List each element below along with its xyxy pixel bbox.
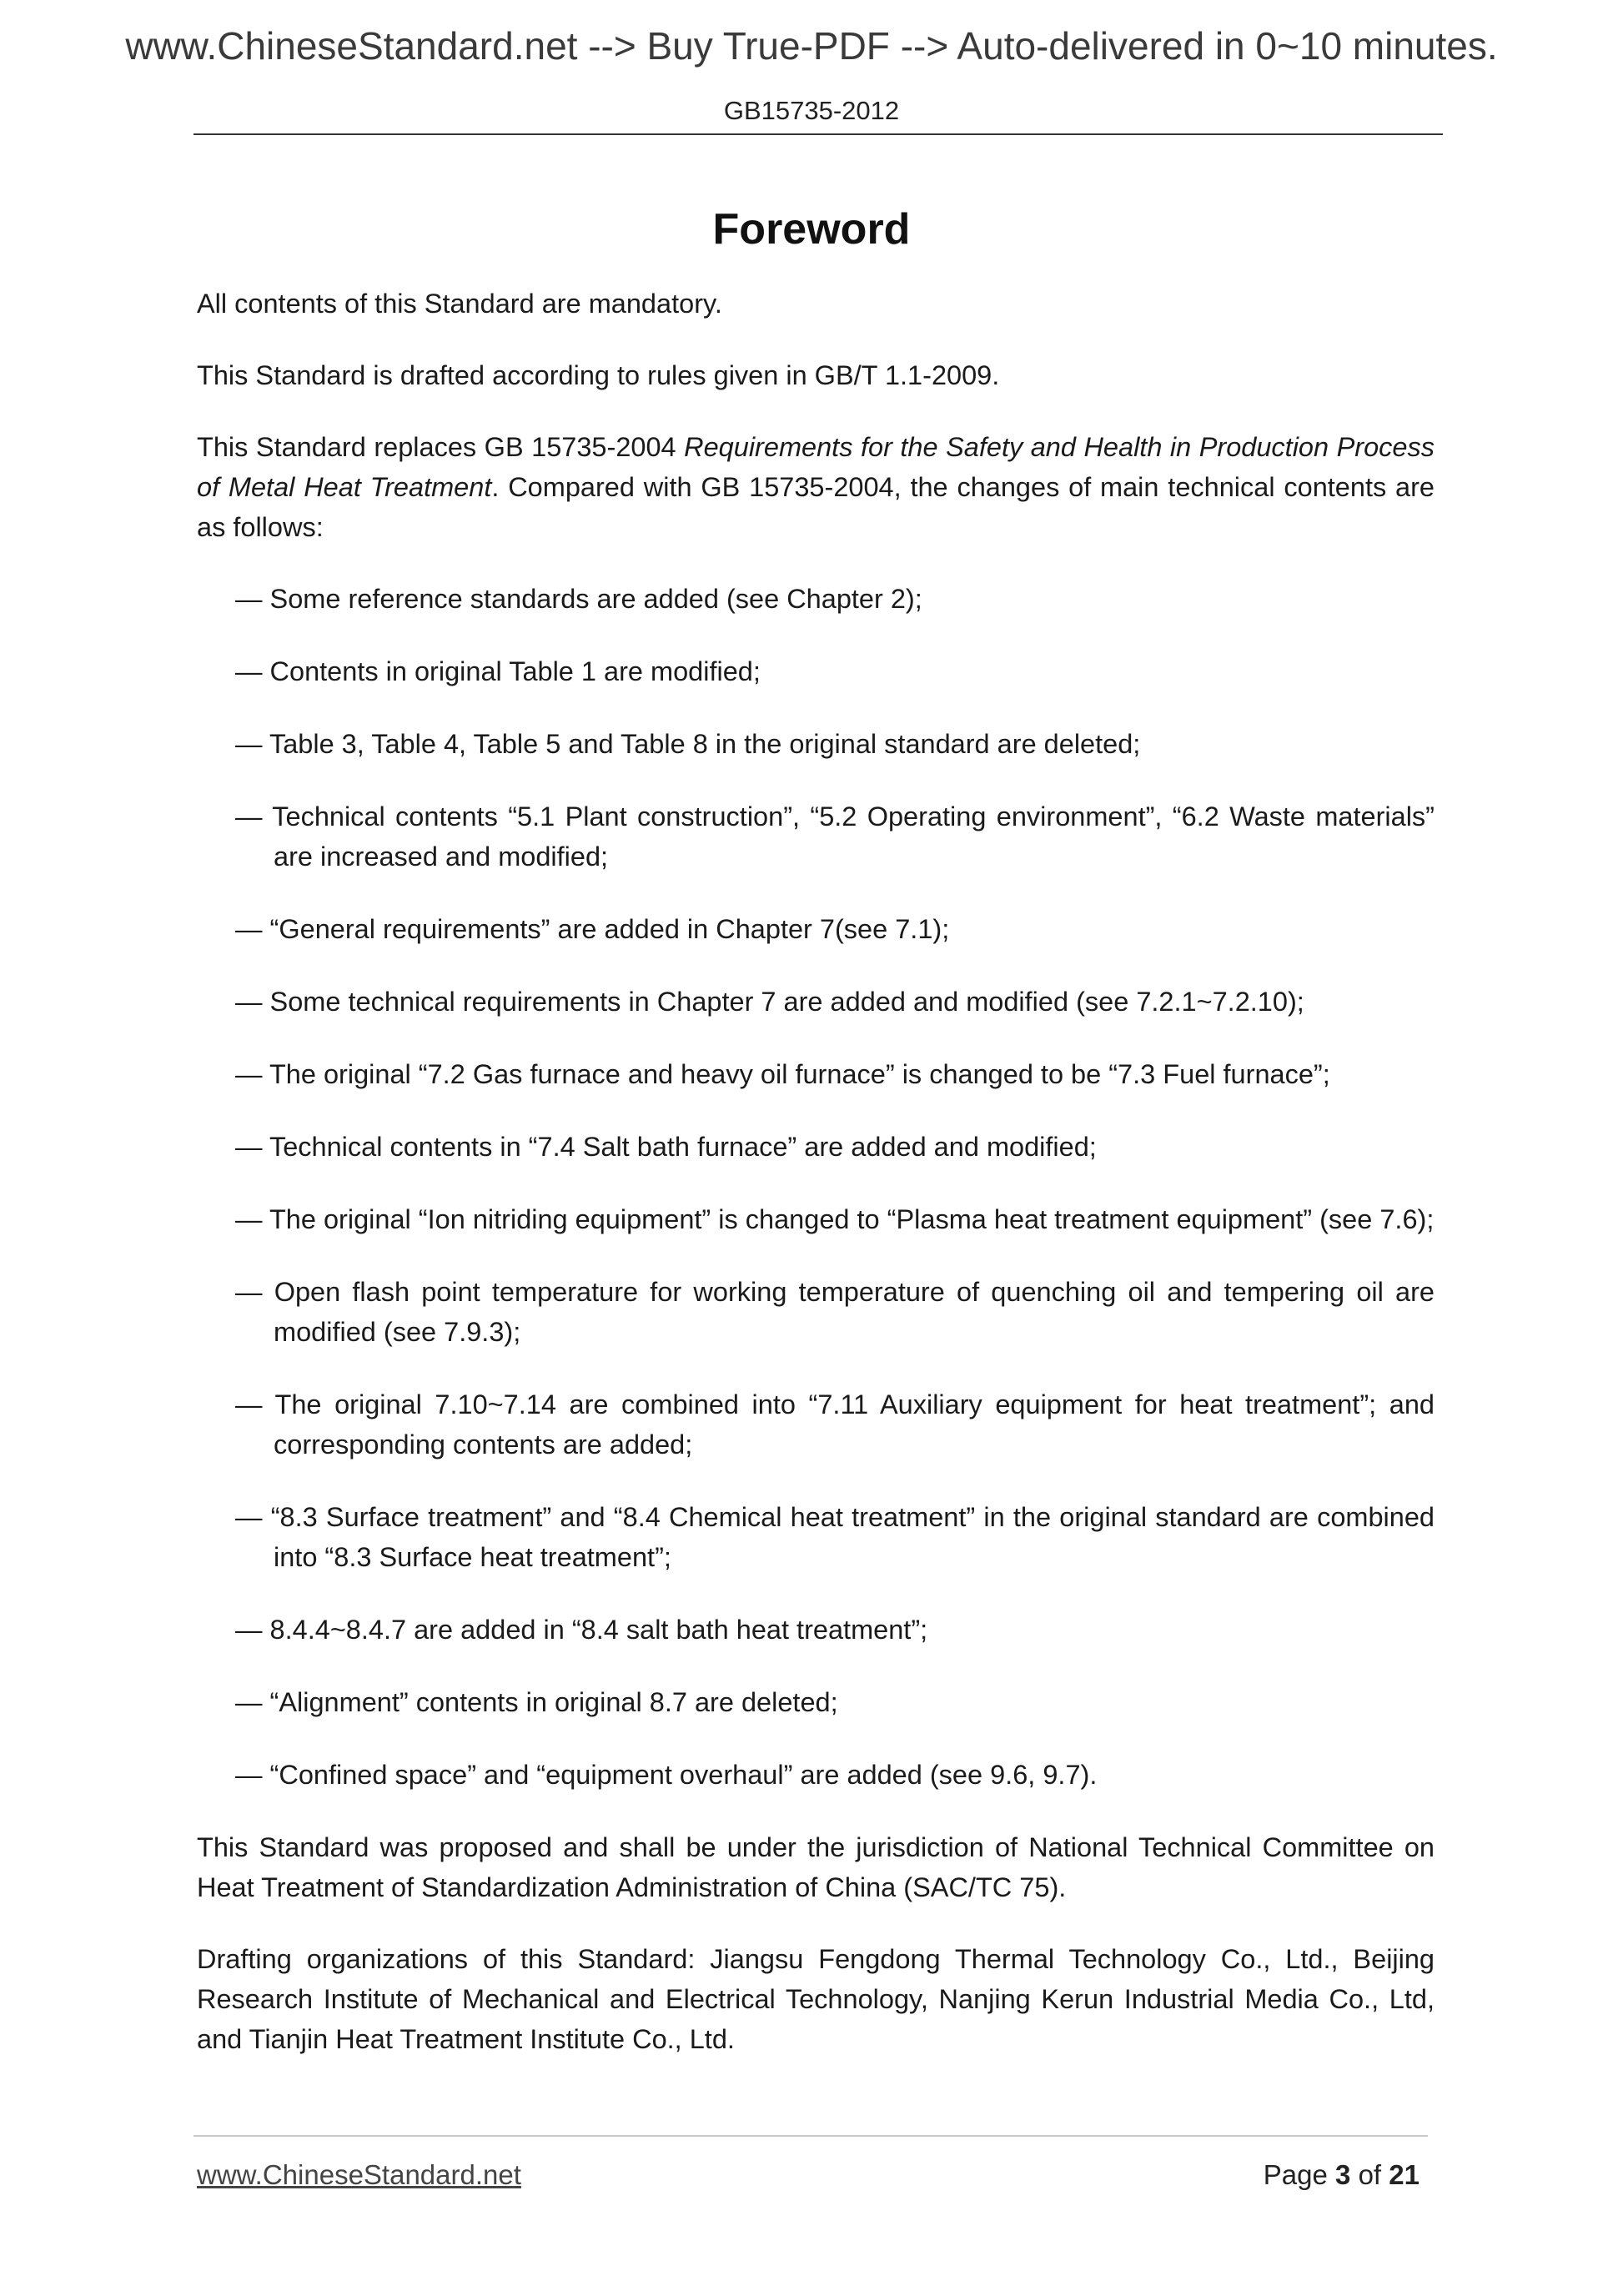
replaces-text-after: . Compared with GB 15735-2004, the changes of main technical contents are as follows: — [197, 472, 1435, 542]
footer-site-link[interactable]: www.ChineseStandard.net — [197, 2159, 521, 2190]
list-item: — The original “7.2 Gas furnace and heavy oil furnace” is changed to be “7.3 Fuel furnace”; — [235, 1059, 1330, 1089]
document-code: GB15735-2012 — [723, 96, 900, 125]
list-item: — Technical contents “5.1 Plant construction”, “5.2 Operating environment”, “6.2 Waste materials” are increased and modified; — [235, 801, 1435, 872]
list-item: — “Confined space” and “equipment overhaul” are added (see 9.6, 9.7). — [235, 1760, 1098, 1790]
footer-divider — [193, 2135, 1428, 2137]
list-item: — “General requirements” are added in Chapter 7(see 7.1); — [235, 914, 950, 944]
list-item: — The original “Ion nitriding equipment” is changed to “Plasma heat treatment equipment” (see 7.6); — [235, 1204, 1435, 1234]
paragraph-replaces — [197, 427, 1435, 547]
list-item: — 8.4.4~8.4.7 are added in “8.4 salt bath heat treatment”; — [235, 1615, 928, 1645]
list-item: — Technical contents in “7.4 Salt bath furnace” are added and modified; — [235, 1132, 1097, 1162]
list-item: — The original 7.10~7.14 are combined into “7.11 Auxiliary equipment for heat treatment”; and corresponding contents are added; — [235, 1389, 1435, 1459]
paragraph-drafting-rules: This Standard is drafted according to rules given in GB/T 1.1-2009. — [197, 360, 1000, 390]
changes-list — [197, 579, 1435, 1795]
current-page: 3 — [1335, 2159, 1351, 2190]
list-item: — “8.3 Surface treatment” and “8.4 Chemical heat treatment” in the original standard are combined into “8.3 Surface heat treatment”; — [235, 1502, 1435, 1572]
paragraph-mandatory: All contents of this Standard are mandatory. — [197, 289, 722, 319]
list-item: — Table 3, Table 4, Table 5 and Table 8 in the original standard are deleted; — [235, 729, 1141, 759]
top-banner: www.ChineseStandard.net --> Buy True-PDF --> Auto-delivered in 0~10 minutes. — [125, 24, 1498, 68]
of-word: of — [1358, 2159, 1382, 2190]
page-number — [1264, 2158, 1419, 2192]
header-divider — [193, 133, 1443, 135]
list-item: — “Alignment” contents in original 8.7 are deleted; — [235, 1687, 838, 1717]
page-word: Page — [1263, 2159, 1328, 2190]
page-title: Foreword — [712, 205, 911, 254]
list-item: — Some technical requirements in Chapter 7 are added and modified (see 7.2.1~7.2.10); — [235, 987, 1304, 1017]
total-pages: 21 — [1389, 2159, 1419, 2190]
list-item: — Contents in original Table 1 are modified; — [235, 656, 761, 686]
document-body — [197, 284, 1435, 2091]
paragraph-jurisdiction: This Standard was proposed and shall be under the jurisdiction of National Technical Committee on Heat Treatment of Standardization Administration of China (SAC/TC 75). — [197, 1832, 1435, 1902]
list-item: — Open flash point temperature for working temperature of quenching oil and tempering oil are modified (see 7.9.3); — [235, 1277, 1435, 1347]
replaced-standard-title: Requirements for the Safety and Health in Production Process of Metal Heat Treatment — [197, 432, 1435, 502]
replaces-text-before: This Standard replaces GB 15735-2004 — [197, 432, 685, 462]
paragraph-drafting-organizations: Drafting organizations of this Standard: Jiangsu Fengdong Thermal Technology Co., Ltd., Beijing Research Institute of Mechanical and Electrical Technology, Nanjing Kerun Industrial Media Co., Ltd, and Tianjin Heat Treatment Institute Co., Ltd. — [197, 1944, 1435, 2054]
list-item: — Some reference standards are added (see Chapter 2); — [235, 584, 922, 614]
